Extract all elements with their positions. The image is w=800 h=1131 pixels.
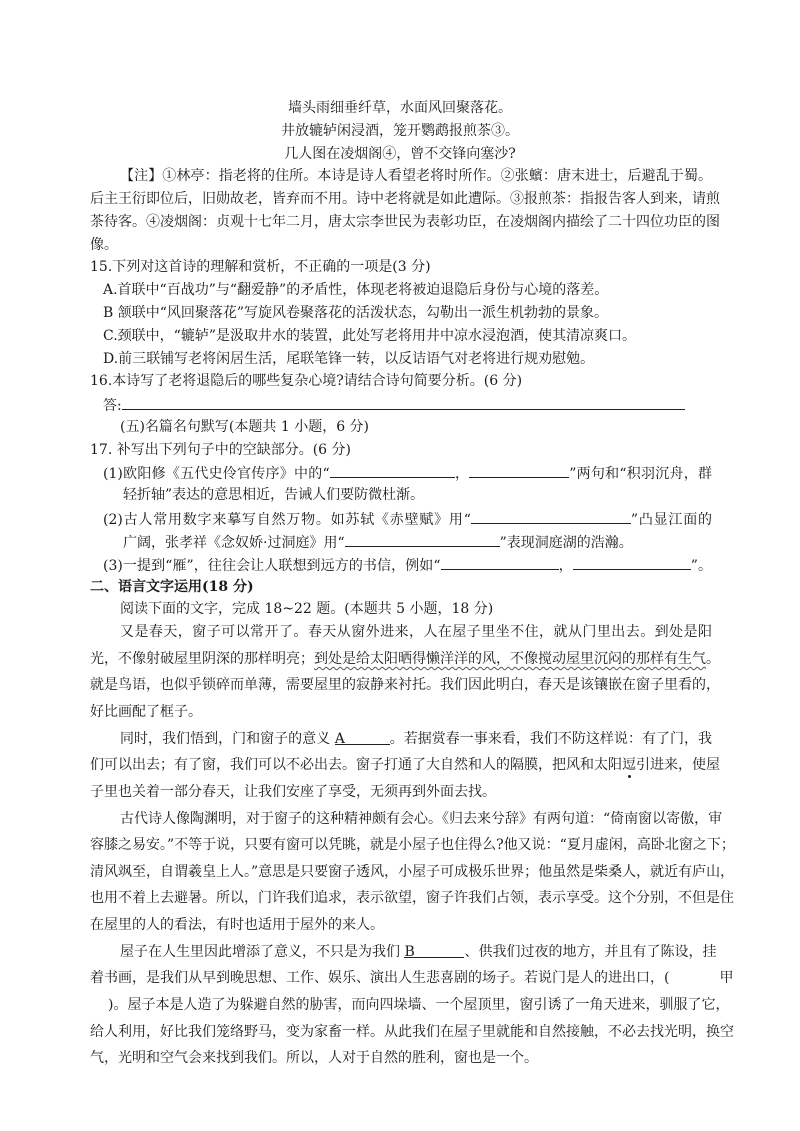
item-text: ”两句和“积羽沉舟，群 — [569, 466, 712, 482]
option-a: A.首联中“百战功”与“翻爱静”的矛盾性，体现老将被迫退隐后身份与心境的落差。 — [103, 282, 609, 298]
passage-text: 。 — [706, 651, 720, 667]
passage-line: 气，光明和空气会来找到我们。所以，人对于自然的胜利，窗也是一个。 — [90, 1050, 538, 1066]
passage-line: 又是春天，窗子可以常开了。春天从窗外进来，人在屋子里坐不住，就从门里出去。到处是阳 — [120, 624, 712, 640]
note-line: 像。 — [90, 237, 118, 253]
item-text: ”。 — [690, 558, 712, 574]
item-text: ”表现洞庭湖的浩瀚。 — [499, 535, 633, 551]
fill-blank[interactable] — [471, 508, 631, 524]
passage-line: 好比画配了框子。 — [90, 704, 202, 720]
item-text: ”凸显江面的 — [630, 512, 712, 528]
item-text: (2)古人常用数字来摹写自然万物。如苏轼《赤壁赋》用“ — [103, 512, 471, 528]
q17-item-3 — [103, 554, 712, 574]
passage-line: 子里也关着一部分春天，让我们安座了享受，无须再到外面去找。 — [90, 784, 496, 800]
fill-blank[interactable] — [573, 554, 691, 570]
underlined-sentence: 到处是给太阳晒得懒洋洋的风，不像搅动屋里沉闷的那样有生气 — [314, 651, 706, 667]
blank-a[interactable]: A — [335, 729, 390, 745]
passage-line: 容膝之易安。”不等于说，只要有窗可以凭眺，就是小屋子也住得么?他又说：“夏月虚闲，高卧北窗之下； — [90, 837, 735, 853]
option-d: D.前三联铺写老将闲居生活，尾联笔锋一转，以反诘语气对老将进行规劝慰勉。 — [103, 351, 595, 367]
answer-row — [103, 394, 725, 414]
note-line: 后主王衍即位后，旧勋故老，皆弃而不用。诗中老将就是如此遭际。③报煎茶：指报告客人到来，请煎 — [90, 191, 720, 207]
passage-text: 。若据赏春一事来看，我们不防这样说：有了门，我 — [389, 731, 713, 747]
blank-jia-label: 甲 — [719, 970, 734, 986]
fill-blank[interactable] — [345, 531, 500, 547]
passage-text: 、供我们过夜的地方，并且有了陈设，挂 — [464, 944, 717, 960]
passage-text: 着书画，是我们从早到晚思想、工作、娱乐、演出人生悲喜剧的场子。若说门是人的进出口，( — [90, 970, 670, 986]
emphasized-char: 逗 — [622, 757, 636, 773]
passage-text: 们可以出去；有了窗，我们可以不必出去。窗子打通了大自然和人的隔膜，把风和太阳 — [90, 757, 622, 773]
item-text: 广阔，张孝祥《念奴娇·过洞庭》用“ — [123, 535, 345, 551]
question-stem: 17. 补写出下列句子中的空缺部分。(6 分) — [90, 442, 351, 458]
passage-line: 给人利用，好比我们笼络野马，变为家畜一样。从此我们在屋子里就能和自然接触，不必去找光明，换空 — [90, 1024, 734, 1040]
passage-line: 也用不着上去避暑。所以，门许我们追求，表示欲望，窗子许我们占领，表示享受。这个分别，不但是住 — [90, 890, 734, 906]
passage-line — [90, 649, 720, 669]
passage-text: 光，不像射破屋里阴深的那样明亮； — [90, 651, 314, 667]
section-5-heading: (五)名篇名句默写(本题共 1 小题，6 分) — [120, 419, 370, 435]
item-text: ， — [454, 466, 470, 482]
option-b: B 颔联中“风回聚落花”写旋风卷聚落花的活泼状态，勾勒出一派生机勃勃的景象。 — [103, 305, 609, 321]
q17-item-1 — [103, 462, 712, 482]
option-c: C.颈联中，“辘轳”是汲取井水的装置，此处写老将用井中凉水浸泡酒，使其清凉爽口。 — [103, 328, 636, 344]
q17-item-1-cont: 轻折轴”表达的意思相近，告诫人们要防微杜渐。 — [123, 487, 425, 503]
item-text: (1)欧阳修《五代史伶官传序》中的“ — [103, 466, 330, 482]
fill-blank[interactable] — [441, 554, 559, 570]
poem-line: 几人图在凌烟阁④，曾不交锋向塞沙? — [284, 146, 516, 162]
q17-item-2-cont — [123, 531, 745, 551]
passage-text: 屋子在人生里因此增添了意义，不只是为我们 — [120, 944, 405, 960]
passage-line: 清风飒至，自谓羲皇上人。”意思是只要窗子透风，小屋子可成极乐世界；他虽然是柴桑人，就近有庐山， — [90, 864, 735, 880]
answer-label: 答: — [103, 398, 122, 414]
note-line: 茶待客。④凌烟阁：贞观十七年二月，唐太宗李世民为表彰功臣，在凌烟阁内描绘了二十四位功臣的图 — [90, 214, 720, 230]
passage-line: )。屋子本是人造了为躲避自然的胁害，而向四垛墙、一个屋顶里，窗引诱了一角天进来，驯服了它， — [108, 997, 730, 1013]
poem-line: 墙头雨细垂纤草，水面风回聚落花。 — [288, 100, 512, 116]
passage-text: 引进来，使屋 — [636, 757, 720, 773]
item-text: ， — [558, 558, 573, 574]
note-line: 【注】①林亭：指老将的住所。本诗是诗人看望老将时所作。②张蠙：唐末进士，后避乱于蜀。 — [120, 168, 712, 184]
passage-line — [120, 942, 717, 962]
question-stem: 15.下列对这首诗的理解和赏析，不正确的一项是(3 分) — [90, 259, 431, 275]
passage-line — [120, 729, 712, 749]
reading-instructions: 阅读下面的文字，完成 18~22 题。(本题共 5 小题，18 分) — [120, 601, 494, 617]
q17-item-2 — [103, 508, 712, 528]
passage-line — [90, 968, 734, 988]
section-2-heading: 二、语言文字运用(18 分) — [90, 579, 254, 595]
fill-blank[interactable] — [469, 462, 569, 478]
passage-line: 就是鸟语，也似乎锁碎而单薄，需要屋里的寂静来衬托。我们因此明白，春天是该镶嵌在窗子里看的， — [90, 677, 720, 693]
passage-line: 古代诗人像陶渊明，对于窗子的这种精神颇有会心。《归去来兮辞》有两句道：“倚南窗以寄傲，审 — [120, 811, 723, 827]
item-text: (3)一提到“雁”，往往会让人联想到远方的书信，例如“ — [103, 558, 441, 574]
fill-blank[interactable] — [330, 462, 455, 478]
passage-line — [90, 755, 720, 775]
poem-line: 井放辘轳闲浸酒，笼开鹦鹉报煎茶③。 — [281, 123, 519, 139]
blank-b[interactable]: B — [404, 942, 464, 958]
answer-line[interactable] — [122, 394, 685, 410]
passage-text: 同时，我们悟到，门和窗子的意义 — [120, 731, 335, 747]
passage-line: 在屋里的人的看法，有时也适用于屋外的来人。 — [90, 917, 384, 933]
question-stem: 16.本诗写了老将退隐后的哪些复杂心境?请结合诗句简要分析。(6 分) — [90, 373, 523, 389]
